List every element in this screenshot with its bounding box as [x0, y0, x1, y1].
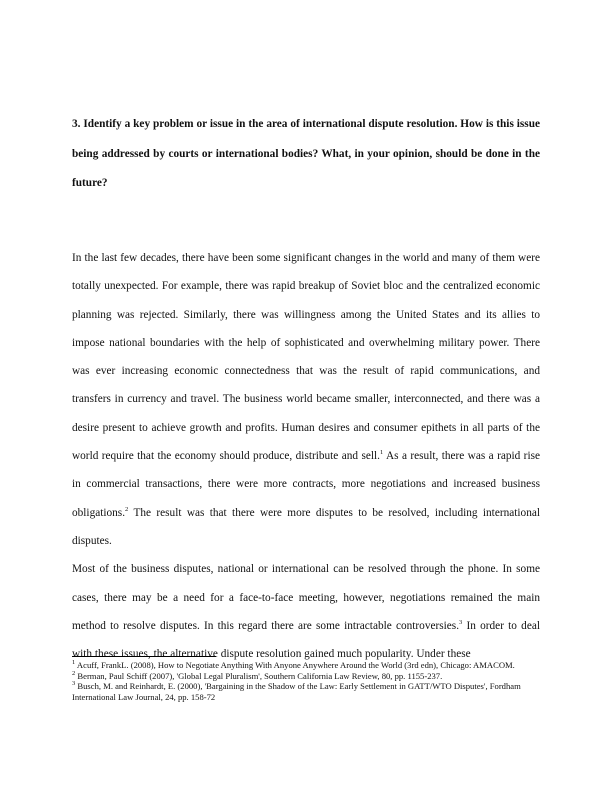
- footnote: [72, 681, 540, 702]
- footnote-text: Busch, M. and Reinhardt, E. (2000), 'Bargaining in the Shadow of the Law: Early Settlement in GATT/WTO Disputes', Fordham International Law Journal, 24, pp. 158-72: [72, 681, 521, 702]
- footnote-ref[interactable]: 2: [125, 505, 129, 513]
- footnote-number: 3: [72, 680, 76, 688]
- paragraph-text: Most of the business disputes, national or international can be resolved through the phone. In some cases, there may be a need for a face-to-face meeting, however, negotiations remained the main method to resolve disputes. In this regard there are some intractable controversies.: [72, 563, 540, 632]
- paragraph-text: The result was that there were more disputes to be resolved, including international disputes.: [72, 506, 540, 547]
- footnote-text: Acuff, FrankL. (2008), How to Negotiate Anything With Anyone Anywhere Around the World (3rd edn), Chicago: AMACOM.: [75, 660, 515, 670]
- footnote-ref[interactable]: 3: [459, 619, 463, 627]
- footnote-ref[interactable]: 1: [379, 449, 384, 457]
- footnote-text: Berman, Paul Schiff (2007), 'Global Legal Pluralism', Southern California Law Review, 80, pp. 1155-237.: [75, 670, 443, 681]
- paragraph-text: In the last few decades, there have been some significant changes in the world and many of them were totally unexpected. For example, there was rapid breakup of Soviet bloc and the centralized economic planning was rejected. Similarly, there was willingness among the United States and its allies to impose national boundaries with the help of sophisticated and overwhelming military power. There was ever increasing economic connectedness that was the result of rapid communications, and transfers in currency and travel. The business world became smaller, interconnected, and there was a desire present to achieve growth and profits. Human desires and consumer epithets in all parts of the world require that the economy should produce, distribute and sell.: [72, 252, 540, 463]
- paragraph: [72, 555, 540, 668]
- footnote-separator: [72, 656, 216, 657]
- footnote-number: 2: [72, 669, 76, 677]
- footnotes: [72, 660, 540, 702]
- question-heading: 3. Identify a key problem or issue in the area of international dispute resolution. How is this issue being addressed by courts or international bodies? What, in your opinion, should be done in the future?: [72, 118, 540, 189]
- paragraph: [72, 244, 540, 555]
- footnote: [72, 660, 540, 671]
- body-text: [72, 244, 540, 668]
- footnote: [72, 671, 540, 682]
- footnote-number: 1: [72, 659, 76, 667]
- paragraph-text: As a result, there was a rapid rise in commercial transactions, there were more contracts, more negotiations and increased business obligations.: [72, 450, 540, 519]
- paragraph-text: In order to deal with these issues, the alternative dispute resolution gained much popularity. Under these: [72, 619, 540, 661]
